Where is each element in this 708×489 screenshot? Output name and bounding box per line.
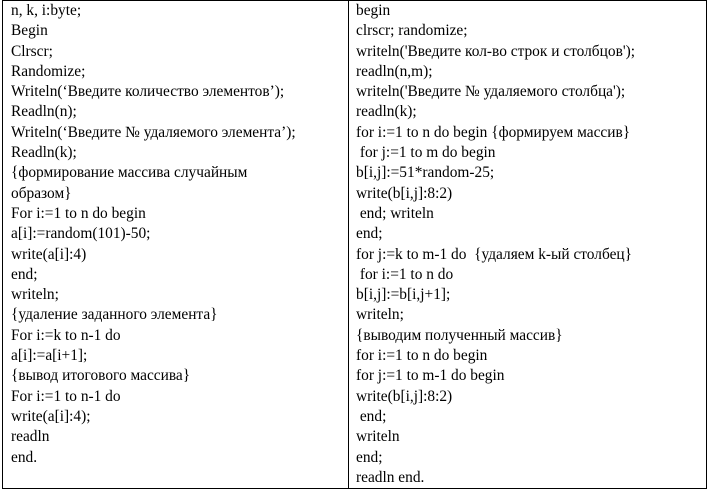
code-line: Randomize; [11, 62, 86, 80]
code-line: readln [11, 428, 50, 446]
code-line: write(b[i,j]:8:2) [356, 387, 453, 405]
code-line: b[i,j]:=b[i,j+1]; [356, 286, 451, 304]
code-line: Readln(k); [11, 144, 77, 162]
code-line: for i:=1 to n do begin [356, 347, 488, 365]
code-line: end; [356, 407, 387, 425]
code-line: n, k, i:byte; [11, 2, 82, 19]
code-line: {выводим полученный массив} [356, 326, 563, 344]
code-line: Writeln(‘Введите № удаляемого элемента’); [11, 123, 296, 141]
code-line: {удаление заданного элемента} [11, 306, 218, 324]
code-line: Begin [11, 22, 48, 40]
code-line: For i:=1 to n do begin [11, 204, 146, 222]
code-line: for j:=k to m-1 do {удаляем k-ый столбец} [356, 245, 633, 263]
code-line: b[i,j]:=51*random-25; [356, 164, 495, 182]
code-line: a[i]:=a[i+1]; [11, 347, 88, 365]
right-code-cell [349, 1, 707, 489]
left-code-cell [3, 1, 349, 489]
code-line: writeln('Введите кол-во строк и столбцов'); [356, 42, 636, 60]
code-line: For i:=k to n-1 do [11, 326, 121, 344]
code-line: begin [356, 2, 391, 19]
table-row [3, 1, 707, 489]
code-line: Readln(n); [11, 103, 77, 121]
code-line: Clrscr; [11, 42, 53, 60]
code-line: {вывод итогового массива} [11, 367, 191, 385]
code-line: writeln('Введите № удаляемого столбца'); [356, 83, 626, 101]
code-line: for j:=1 to m-1 do begin [356, 367, 505, 385]
code-line: For i:=1 to n-1 do [11, 387, 121, 405]
code-line: write(b[i,j]:8:2) [356, 184, 453, 202]
code-line: writeln; [356, 306, 404, 324]
left-code-listing [3, 1, 348, 468]
code-line: end; [356, 225, 383, 243]
code-line: for i:=1 to n do [356, 265, 454, 283]
code-line: writeln [356, 428, 400, 446]
code-comparison-table [2, 0, 707, 489]
code-line: Writeln(‘Введите количество элементов’); [11, 83, 285, 101]
code-line: end. [11, 448, 38, 466]
code-line: readln(k); [356, 103, 417, 121]
code-line: for j:=1 to m do begin [356, 144, 496, 162]
right-code-listing [349, 1, 706, 488]
code-line: end; [356, 448, 383, 466]
code-line: write(a[i]:4) [11, 245, 87, 263]
code-line: end; writeln [356, 204, 434, 222]
code-line: end; [11, 265, 38, 283]
code-line: write(a[i]:4); [11, 407, 91, 425]
code-line: a[i]:=random(101)-50; [11, 225, 151, 243]
code-line: readln(n,m); [356, 62, 433, 80]
code-line: образом} [11, 184, 72, 202]
code-line: readln end. [356, 468, 425, 486]
code-line: clrscr; randomize; [356, 22, 468, 40]
code-line: {формирование массива случайным [11, 164, 248, 182]
code-line: writeln; [11, 286, 59, 304]
code-line: for i:=1 to n do begin {формируем массив} [356, 123, 631, 141]
